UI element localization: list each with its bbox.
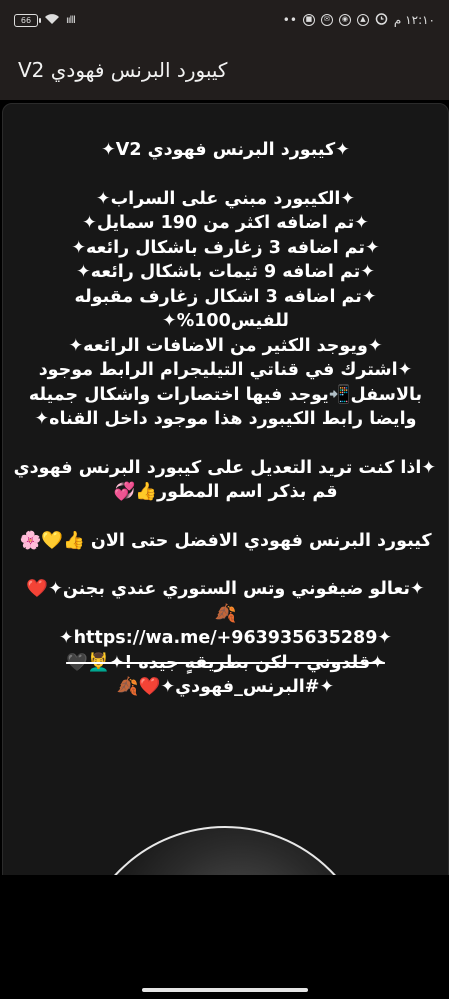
notification-dots: ••: [282, 13, 297, 27]
app-icon-1: ■: [303, 14, 315, 26]
message-line: ✦اذا كنت تريد التعديل على كيبورد البرنس فهودي: [13, 457, 436, 478]
blank-line: [15, 432, 436, 456]
message-line: ✦تم اضافه اكثر من 190 سمايل✦: [82, 213, 369, 233]
battery-icon: 66: [14, 14, 38, 27]
blank-line: [15, 505, 436, 529]
message-line: وايضا رابط الكيبورد هذا موجود داخل القناه✦: [34, 409, 417, 429]
message-line: للفيس100%✦: [162, 311, 289, 331]
wifi-icon: [44, 13, 60, 28]
blank-line: [15, 553, 436, 577]
status-bar: [0, 0, 449, 40]
status-right: [283, 12, 435, 28]
message-line: ✦ويوجد الكثير من الاضافات الرائعه✦: [68, 335, 383, 356]
message-body[interactable]: [3, 104, 448, 700]
message-line: ✦قلدوني ، لكن بطريقهٍ جيده !✦💆‍♂️🖤: [66, 652, 385, 673]
message-line: ✦اشترك في قناتي التيليجرام الرابط موجود: [38, 360, 413, 380]
whatsapp-icon: ◉: [339, 14, 351, 26]
status-time: ١٢:١٠ م: [393, 13, 435, 27]
home-indicator[interactable]: [142, 988, 308, 992]
message-line: بالاسفل📲يوجد فيها اختصارات واشكال جميله: [28, 384, 423, 405]
navigation-area: [0, 875, 449, 999]
messenger-icon: ✉: [321, 14, 333, 26]
message-line: ✦تم اضافه 3 زغارف باشكال رائعه✦: [71, 237, 380, 258]
signal-icon: ıılll: [66, 14, 75, 26]
message-line: ✦تم اضافه 9 ثيمات باشكال رائعه✦: [76, 262, 375, 282]
status-left: [14, 13, 75, 28]
message-card: [2, 103, 449, 895]
message-line: ✦تم اضافه 3 اشكال زغارف مقبوله: [74, 286, 377, 307]
message-line: 🍂: [214, 603, 237, 624]
page-title: كيبورد البرنس فهودي V2: [18, 58, 228, 82]
message-line: قم بذكر اسم المطور👍💞: [113, 482, 338, 502]
message-line: كيبورد البرنس فهودي الافضل حتى الان 👍💛🌸: [19, 530, 432, 551]
telegram-icon: ▲: [357, 14, 369, 26]
whatsapp-link[interactable]: ✦https://wa.me/+963935635289✦: [58, 628, 393, 648]
alarm-icon: [375, 12, 388, 28]
message-line: ✦كيبورد البرنس فهودي V2✦: [101, 140, 350, 160]
message-line: ✦الكيبورد مبني على السراب✦: [95, 188, 356, 209]
message-line: ✦#البرنس_فهودي✦❤️🍂: [116, 677, 335, 697]
header: [0, 40, 449, 100]
blank-line: [15, 163, 436, 187]
message-line: ✦تعالو ضيفوني وتس الستوري عندي بجنن✦❤️: [26, 579, 425, 599]
